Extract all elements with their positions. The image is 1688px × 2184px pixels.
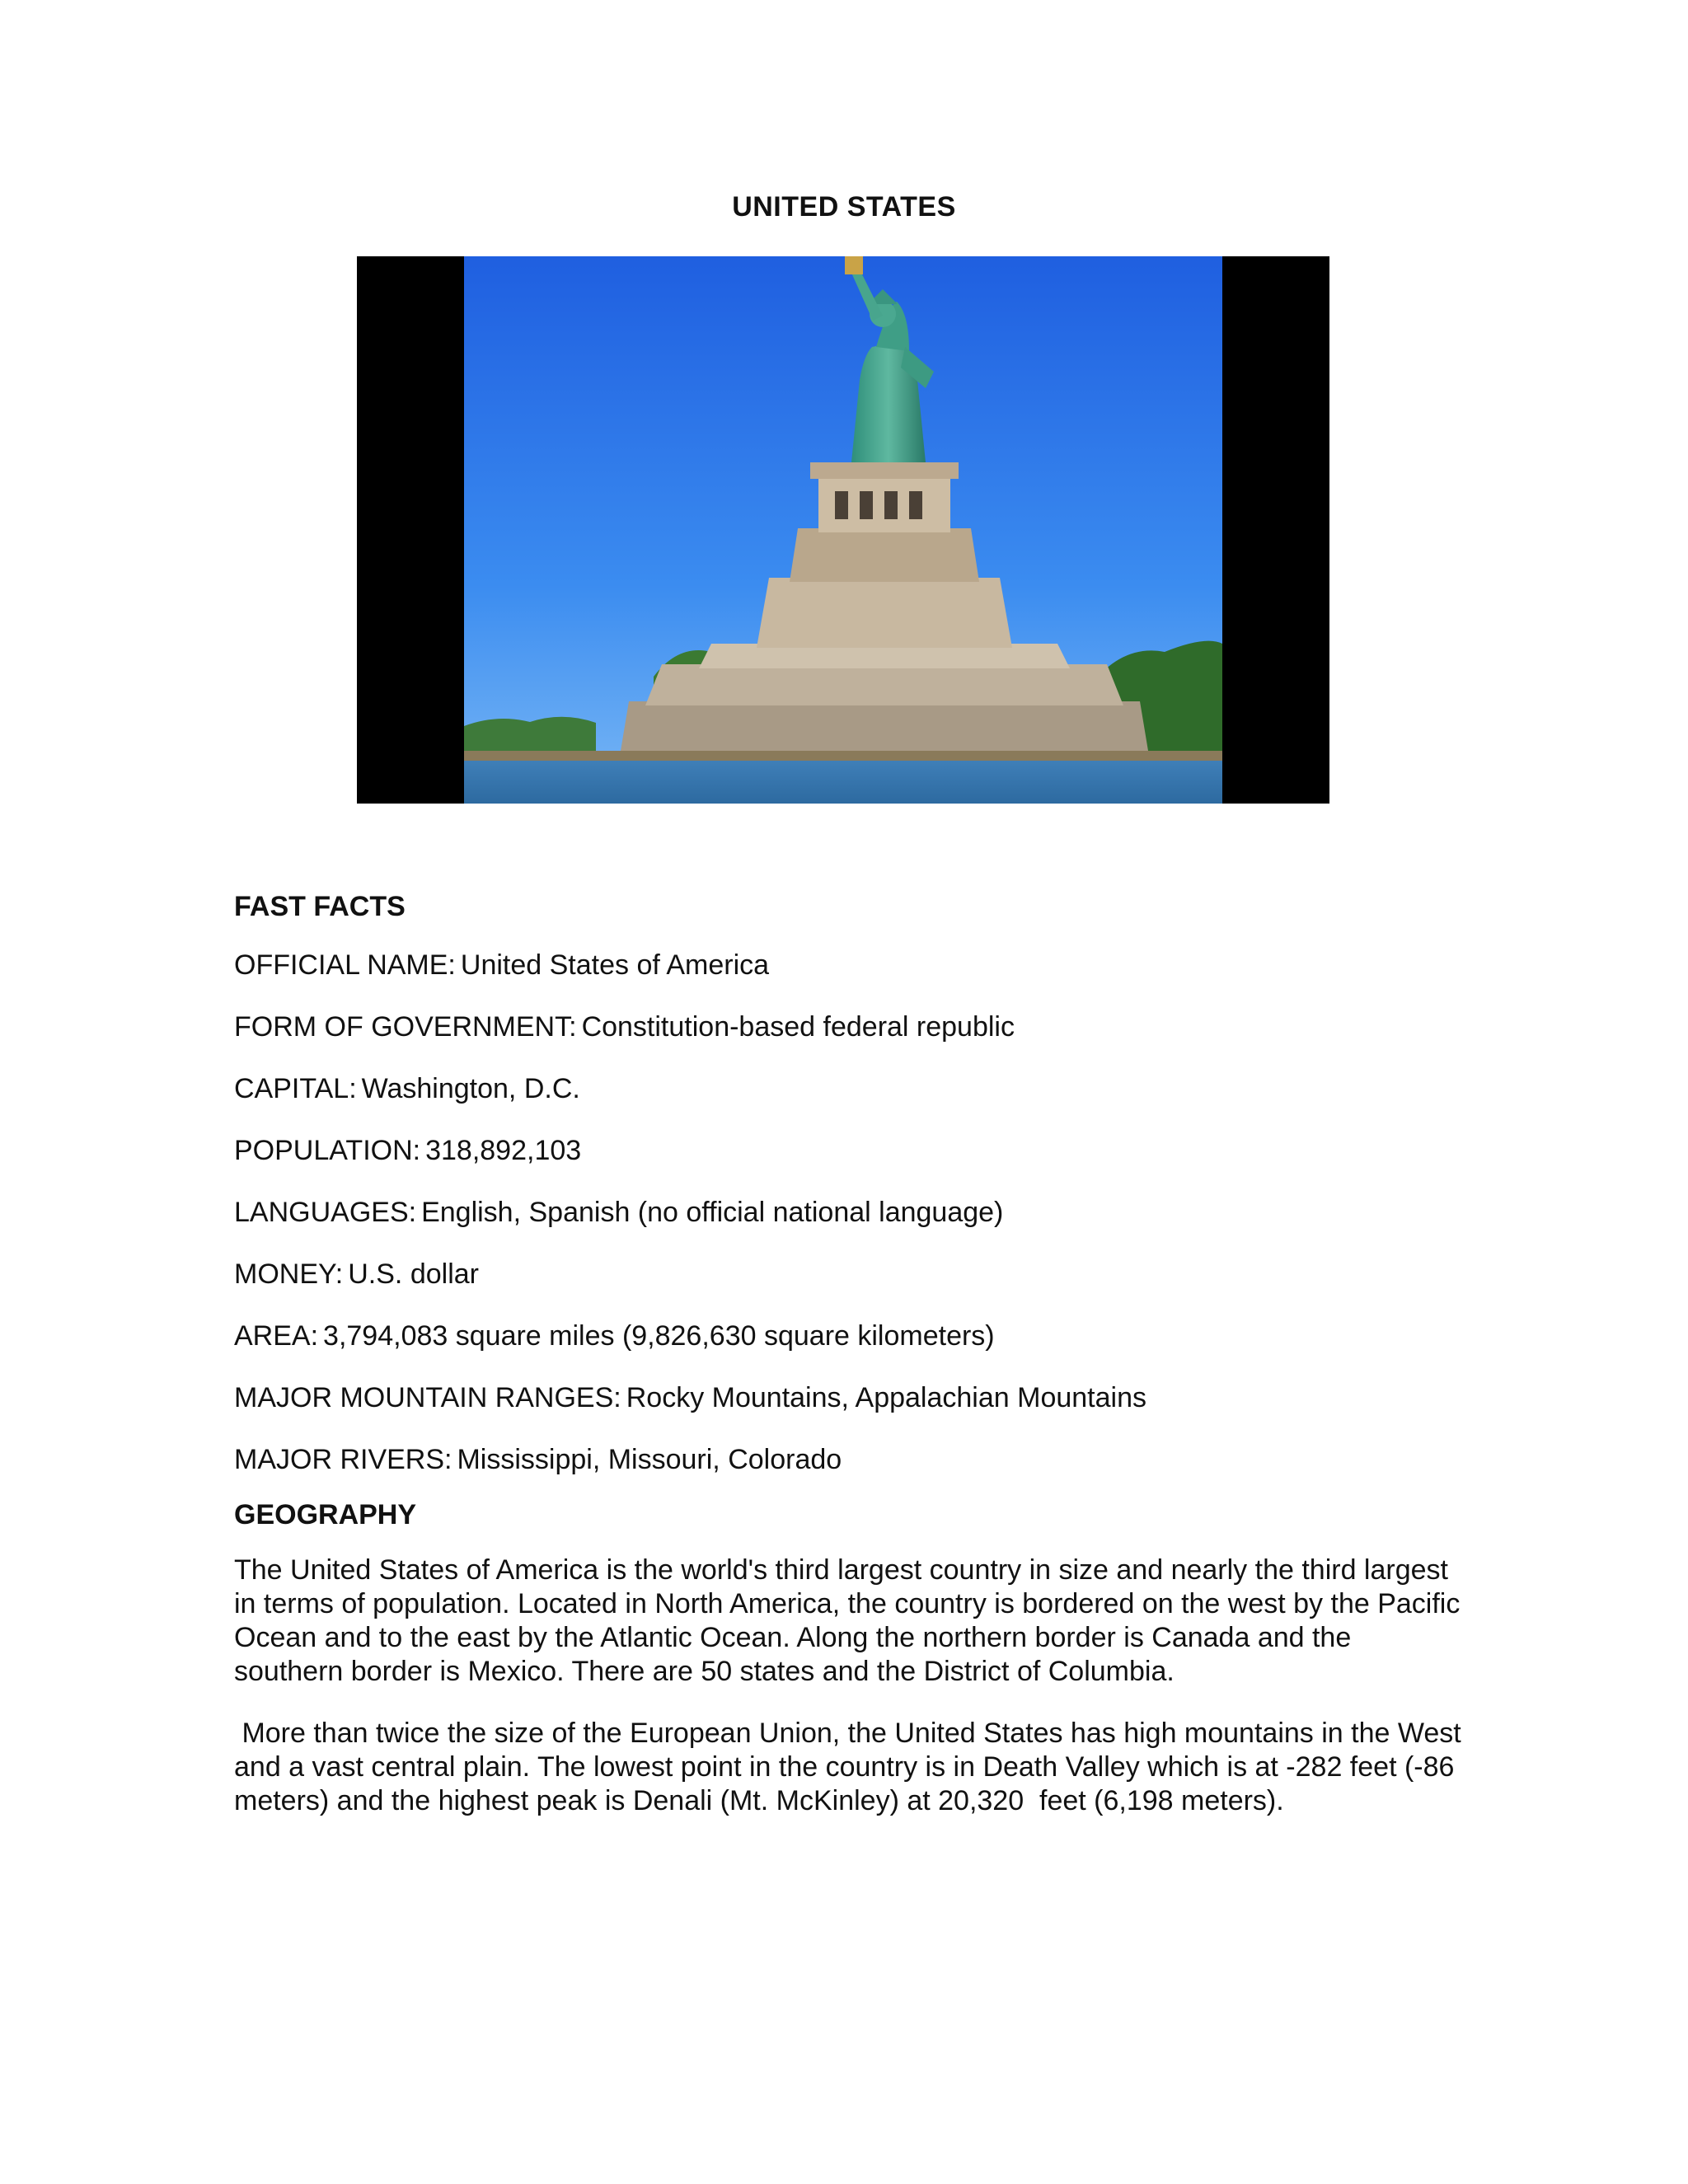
geography-paragraph-1: The United States of America is the world's third largest country in size and nearly the third largest in terms of population. Located in North America, the country is bordered on the west by the Pacific Ocean and to the east by the Atlantic Ocean. Along the northern border is Canada and the southern border is Mexico. There are 50 states and the District of Columbia. [234,1554,1461,1687]
fact-value: U.S. dollar [348,1258,479,1290]
fact-value: Washington, D.C. [361,1073,580,1104]
fact-label: POPULATION: [234,1135,421,1166]
fact-form-of-government [234,1010,1462,1044]
fact-label: AREA: [234,1320,319,1352]
fact-official-name [234,949,1462,982]
geography-heading: GEOGRAPHY [234,1499,417,1530]
fact-value: Mississippi, Missouri, Colorado [457,1444,842,1475]
fact-value: United States of America [460,949,770,981]
fact-money [234,1258,1462,1291]
document-body [234,890,1470,1846]
fact-population [234,1134,1462,1168]
fast-facts-heading: FAST FACTS [234,891,406,922]
fact-label: LANGUAGES: [234,1197,417,1228]
fact-value: English, Spanish (no official national language) [421,1197,1004,1228]
fact-label: CAPITAL: [234,1073,357,1104]
statue-photo [357,256,1329,804]
fact-major-rivers [234,1443,1462,1477]
fact-label: MONEY: [234,1258,344,1290]
fact-label: MAJOR RIVERS: [234,1444,452,1475]
document-title: UNITED STATES [732,191,956,223]
fact-major-mountain-ranges [234,1381,1462,1415]
fact-label: FORM OF GOVERNMENT: [234,1011,577,1043]
fact-capital [234,1072,1462,1106]
fact-label: MAJOR MOUNTAIN RANGES: [234,1382,621,1413]
fact-value: Constitution-based federal republic [581,1011,1015,1043]
geography-paragraph-2: More than twice the size of the European Union, the United States has high mountains in the West and a vast central plain. The lowest point in the country is in Death Valley which is at -282 feet (-86 meters) and the highest peak is Denali (Mt. McKinley) at 20,320 feet (6,198 meters). [234,1718,1470,1816]
fact-label: OFFICIAL NAME: [234,949,456,981]
fact-languages [234,1196,1462,1230]
fact-value: 318,892,103 [425,1135,582,1166]
fact-area [234,1319,1462,1353]
fact-value: Rocky Mountains, Appalachian Mountains [626,1382,1146,1413]
statue-of-liberty-photo-icon [464,256,1222,804]
fact-value: 3,794,083 square miles (9,826,630 square kilometers) [323,1320,995,1352]
